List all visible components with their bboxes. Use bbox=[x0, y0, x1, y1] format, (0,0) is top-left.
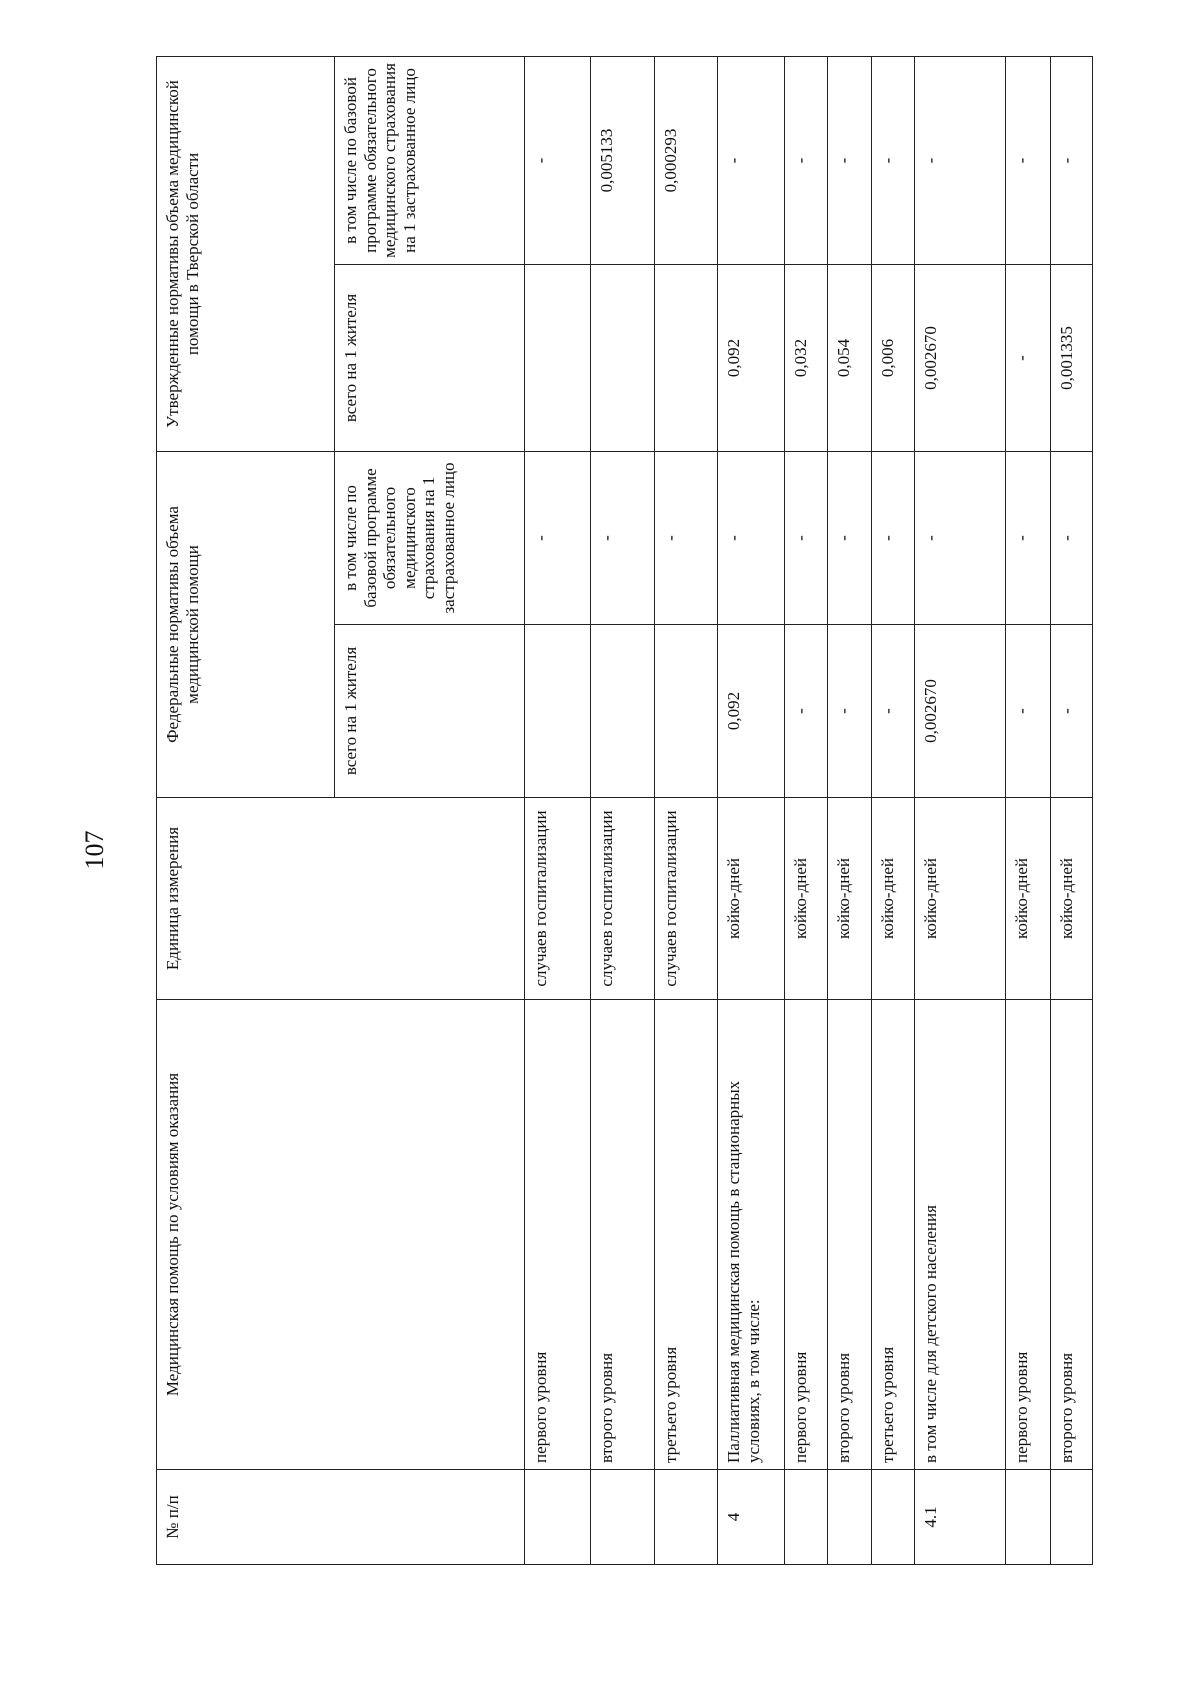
cell-name: второго уровня bbox=[591, 1000, 655, 1470]
cell-fed-total bbox=[655, 625, 718, 798]
cell-reg-oms: - bbox=[872, 56, 915, 264]
cell-num bbox=[525, 1470, 591, 1565]
header-federal: Федеральные нормативы объема медицинской помощи bbox=[157, 451, 335, 797]
cell-reg-total: - bbox=[1006, 264, 1051, 451]
cell-unit: койко-дней bbox=[785, 798, 828, 1000]
table-row bbox=[1006, 56, 1051, 1564]
table-row bbox=[785, 56, 828, 1564]
cell-reg-oms: 0,000293 bbox=[655, 56, 718, 264]
cell-fed-total: - bbox=[828, 625, 872, 798]
cell-num bbox=[1006, 1470, 1051, 1565]
cell-fed-oms: - bbox=[785, 451, 828, 624]
header-fed-per-resident: всего на 1 жителя bbox=[335, 625, 525, 798]
cell-name: первого уровня bbox=[1006, 1000, 1051, 1470]
cell-num bbox=[872, 1470, 915, 1565]
cell-fed-oms: - bbox=[525, 451, 591, 624]
cell-fed-oms: - bbox=[1006, 451, 1051, 624]
table-row bbox=[915, 56, 1006, 1564]
cell-unit: койко-дней bbox=[915, 798, 1006, 1000]
cell-fed-total: 0,092 bbox=[718, 625, 785, 798]
cell-reg-oms: - bbox=[785, 56, 828, 264]
cell-name: в том числе для детского населения bbox=[915, 1000, 1006, 1470]
cell-name: второго уровня bbox=[828, 1000, 872, 1470]
cell-reg-oms: - bbox=[1006, 56, 1051, 264]
cell-name: Паллиативная медицинская помощь в стационарных условиях, в том числе: bbox=[718, 1000, 785, 1470]
cell-reg-oms: - bbox=[828, 56, 872, 264]
cell-reg-total: 0,002670 bbox=[915, 264, 1006, 451]
header-reg-per-resident: всего на 1 жителя bbox=[335, 264, 525, 451]
cell-reg-total: 0,054 bbox=[828, 264, 872, 451]
cell-num bbox=[785, 1470, 828, 1565]
cell-fed-total: 0,002670 bbox=[915, 625, 1006, 798]
cell-unit: койко-дней bbox=[828, 798, 872, 1000]
cell-num bbox=[655, 1470, 718, 1565]
cell-unit: койко-дней bbox=[1051, 798, 1093, 1000]
cell-name: второго уровня bbox=[1051, 1000, 1093, 1470]
header-num: № п/п bbox=[157, 1470, 525, 1565]
header-care: Медицинская помощь по условиям оказания bbox=[157, 1000, 525, 1470]
cell-reg-total: 0,032 bbox=[785, 264, 828, 451]
header-fed-per-insured: в том числе по базовой программе обязательного медицинского страхования на 1 застрахованное лицо bbox=[335, 451, 525, 624]
cell-reg-oms: 0,005133 bbox=[591, 56, 655, 264]
cell-num: 4 bbox=[718, 1470, 785, 1565]
cell-fed-oms: - bbox=[915, 451, 1006, 624]
cell-reg-total: 0,001335 bbox=[1051, 264, 1093, 451]
cell-reg-total: 0,006 bbox=[872, 264, 915, 451]
cell-fed-oms: - bbox=[718, 451, 785, 624]
cell-fed-oms: - bbox=[828, 451, 872, 624]
cell-name: первого уровня bbox=[525, 1000, 591, 1470]
cell-fed-total: - bbox=[872, 625, 915, 798]
cell-reg-total: 0,092 bbox=[718, 264, 785, 451]
cell-fed-total bbox=[525, 625, 591, 798]
cell-reg-oms: - bbox=[915, 56, 1006, 264]
cell-name: первого уровня bbox=[785, 1000, 828, 1470]
table-row bbox=[872, 56, 915, 1564]
cell-reg-total bbox=[525, 264, 591, 451]
cell-unit: койко-дней bbox=[718, 798, 785, 1000]
cell-reg-oms: - bbox=[525, 56, 591, 264]
cell-fed-oms: - bbox=[872, 451, 915, 624]
cell-reg-total bbox=[655, 264, 718, 451]
norms-table bbox=[156, 56, 1093, 1565]
cell-unit: случаев госпитализации bbox=[525, 798, 591, 1000]
cell-fed-oms: - bbox=[1051, 451, 1093, 624]
cell-fed-total: - bbox=[1006, 625, 1051, 798]
cell-fed-total: - bbox=[785, 625, 828, 798]
table-row bbox=[1051, 56, 1093, 1564]
header-unit: Единица измерения bbox=[157, 798, 525, 1000]
cell-unit: случаев госпитализации bbox=[655, 798, 718, 1000]
table-row bbox=[525, 56, 591, 1564]
cell-unit: койко-дней bbox=[1006, 798, 1051, 1000]
cell-num bbox=[591, 1470, 655, 1565]
table-row bbox=[655, 56, 718, 1564]
cell-name: третьего уровня bbox=[655, 1000, 718, 1470]
cell-unit: случаев госпитализации bbox=[591, 798, 655, 1000]
document-table-wrapper bbox=[156, 57, 1076, 1565]
cell-fed-total bbox=[591, 625, 655, 798]
page-number: 107 bbox=[80, 830, 109, 870]
header-reg-per-insured: в том числе по базовой программе обязательного медицинского страхования на 1 застрахованное лицо bbox=[335, 56, 525, 264]
cell-reg-total bbox=[591, 264, 655, 451]
cell-unit: койко-дней bbox=[872, 798, 915, 1000]
cell-fed-oms: - bbox=[591, 451, 655, 624]
cell-num bbox=[1051, 1470, 1093, 1565]
cell-num: 4.1 bbox=[915, 1470, 1006, 1565]
cell-fed-oms: - bbox=[655, 451, 718, 624]
header-approved: Утвержденные нормативы объема медицинской помощи в Тверской области bbox=[157, 56, 335, 451]
table-row bbox=[828, 56, 872, 1564]
cell-reg-oms: - bbox=[1051, 56, 1093, 264]
cell-name: третьего уровня bbox=[872, 1000, 915, 1470]
cell-fed-total: - bbox=[1051, 625, 1093, 798]
table-row bbox=[591, 56, 655, 1564]
table-row bbox=[718, 56, 785, 1564]
cell-num bbox=[828, 1470, 872, 1565]
cell-reg-oms: - bbox=[718, 56, 785, 264]
